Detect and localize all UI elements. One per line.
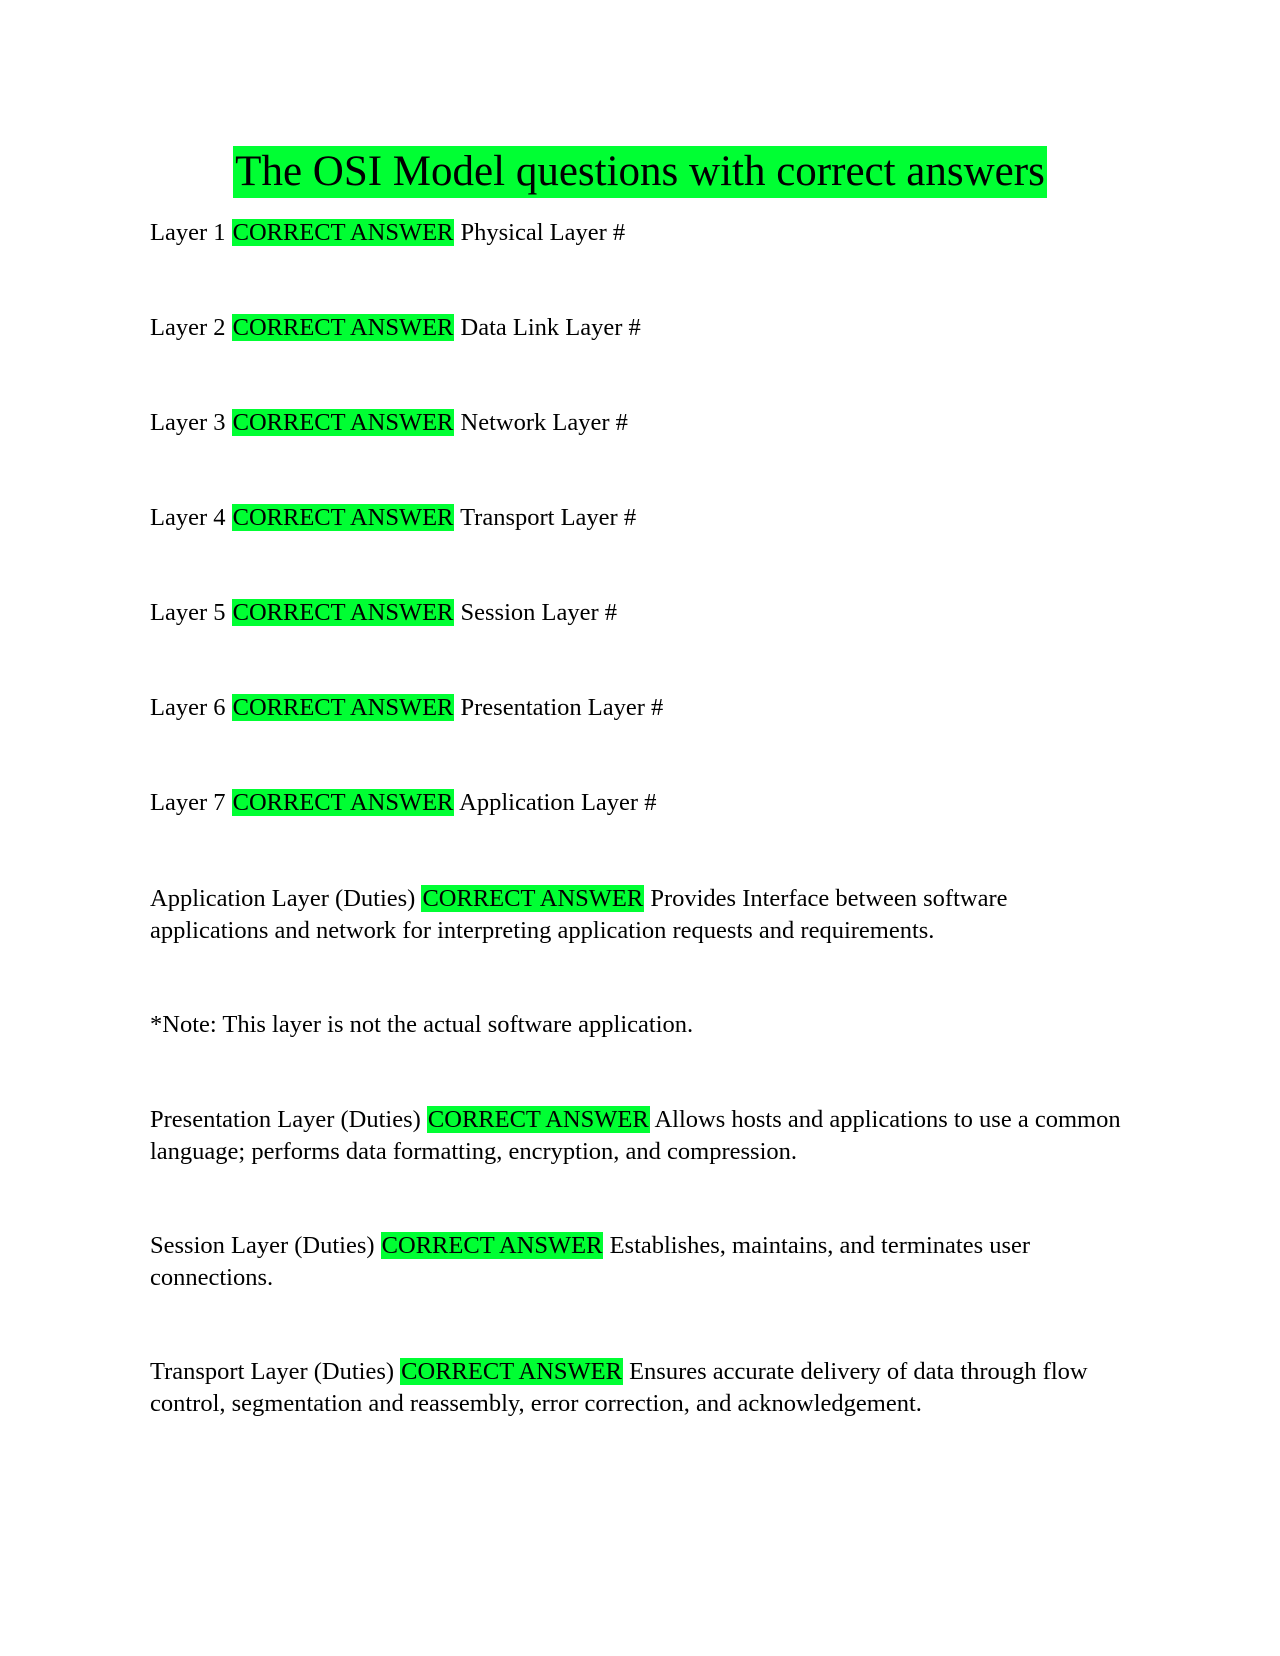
correct-answer-marker: CORRECT ANSWER	[422, 885, 644, 912]
correct-answer-marker: CORRECT ANSWER	[232, 409, 454, 436]
correct-answer-marker: CORRECT ANSWER	[232, 219, 454, 246]
correct-answer-marker: CORRECT ANSWER	[232, 314, 454, 341]
answer-text: Provides Interface between software applications and network for interpreting application requests and requirements.	[150, 885, 1008, 944]
note-paragraph	[150, 1009, 1130, 1041]
question-text: Layer 7	[150, 789, 226, 816]
answer-text: Ensures accurate delivery of data through flow control, segmentation and reassembly, error correction, and acknowledgement.	[150, 1358, 1088, 1417]
answer-text: Presentation Layer #	[460, 694, 664, 721]
question-text: Layer 3	[150, 409, 226, 436]
document-title: The OSI Model questions with correct answers	[233, 146, 1047, 198]
question-text: Layer 5	[150, 599, 226, 626]
qa-entry-layer-6	[150, 692, 1130, 724]
answer-text: Data Link Layer #	[460, 314, 641, 341]
qa-entry-layer-7	[150, 787, 1130, 819]
answer-text: Establishes, maintains, and terminates user connections.	[150, 1232, 1031, 1291]
question-text: Application Layer (Duties)	[150, 885, 416, 912]
question-text: Session Layer (Duties)	[150, 1232, 375, 1259]
answer-text: Allows hosts and applications to use a common language; performs data formatting, encryption, and compression.	[150, 1106, 1121, 1165]
answer-text: Physical Layer #	[460, 219, 626, 246]
note-text: *Note: This layer is not the actual software application.	[150, 1011, 694, 1038]
correct-answer-marker: CORRECT ANSWER	[232, 789, 454, 816]
correct-answer-marker: CORRECT ANSWER	[232, 504, 454, 531]
qa-entry-layer-5	[150, 597, 1130, 629]
qa-entry-application-duties	[150, 883, 1130, 947]
correct-answer-marker: CORRECT ANSWER	[232, 694, 454, 721]
qa-entry-transport-duties	[150, 1356, 1130, 1420]
answer-text: Application Layer #	[459, 789, 657, 816]
question-text: Layer 4	[150, 504, 226, 531]
qa-entry-layer-2	[150, 312, 1130, 344]
qa-entry-layer-1	[150, 217, 1130, 249]
question-text: Layer 6	[150, 694, 226, 721]
question-text: Layer 1	[150, 219, 226, 246]
correct-answer-marker: CORRECT ANSWER	[401, 1358, 622, 1385]
answer-text: Network Layer #	[460, 409, 628, 436]
qa-entry-presentation-duties	[150, 1104, 1130, 1168]
question-text: Layer 2	[150, 314, 226, 341]
answer-text: Session Layer #	[460, 599, 618, 626]
correct-answer-marker: CORRECT ANSWER	[427, 1106, 649, 1133]
title-wrap	[0, 146, 1280, 198]
correct-answer-marker: CORRECT ANSWER	[381, 1232, 603, 1259]
qa-entry-session-duties	[150, 1230, 1130, 1294]
question-text: Presentation Layer (Duties)	[150, 1106, 421, 1133]
qa-entry-layer-3	[150, 407, 1130, 439]
correct-answer-marker: CORRECT ANSWER	[232, 599, 454, 626]
qa-entry-layer-4	[150, 502, 1130, 534]
question-text: Transport Layer (Duties)	[150, 1358, 395, 1385]
answer-text: Transport Layer #	[460, 504, 637, 531]
